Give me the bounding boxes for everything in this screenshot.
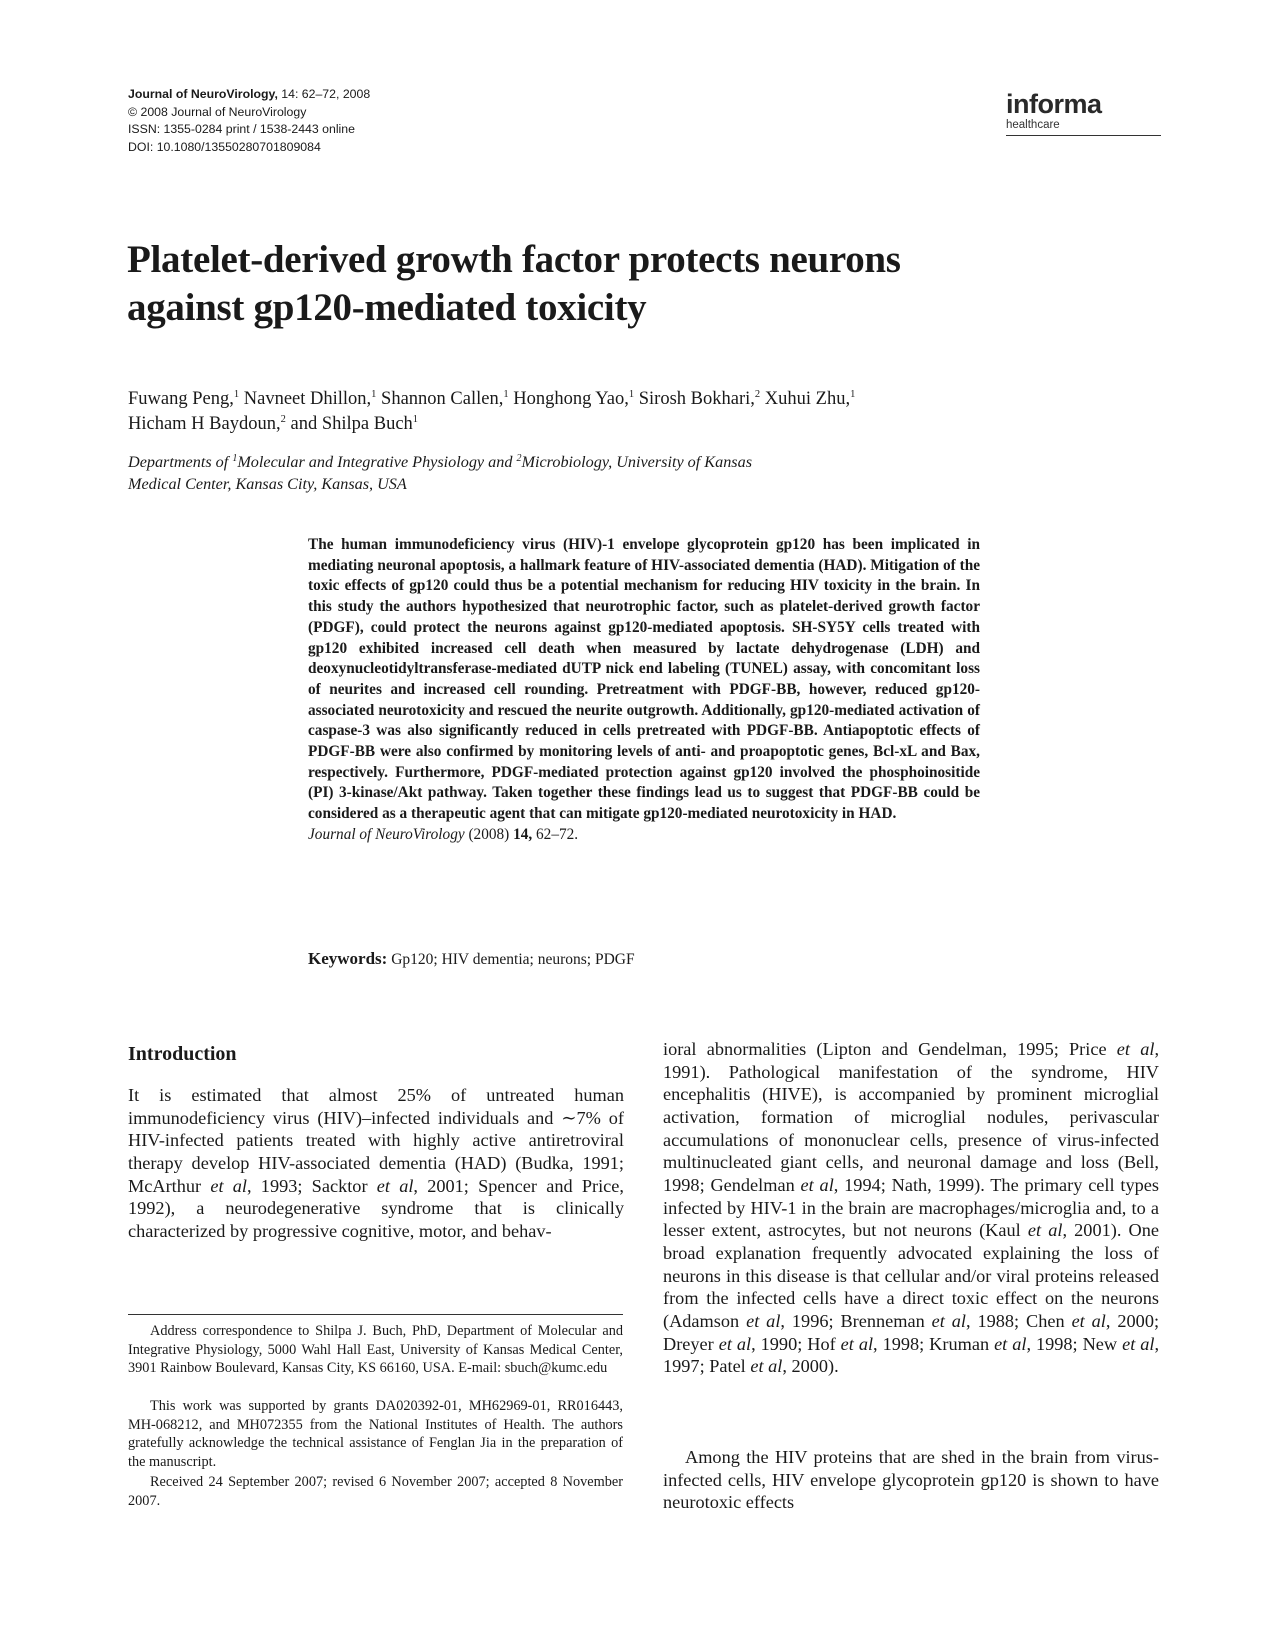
author-affiliation-marker: 2 — [280, 414, 286, 425]
title-line-1: Platelet-derived growth factor protects neurons — [127, 238, 901, 281]
footnote-grants: This work was supported by grants DA020392-01, MH62969-01, RR016443, MH-068212, and MH072355 from the National Institutes of Health. The authors gratefully acknowledge the technical assistance of Fenglan Jia in the preparation of the manuscript. — [128, 1398, 623, 1470]
publisher-sub: healthcare — [1006, 119, 1060, 131]
italic-text: et al — [718, 1333, 752, 1354]
affiliation-sup-1: 1 — [232, 453, 238, 464]
italic-text: et al — [750, 1356, 783, 1377]
affiliation-sup-2: 2 — [516, 453, 522, 464]
abstract-citation-pages: 62–72. — [532, 825, 579, 843]
footnote-dates: Received 24 September 2007; revised 6 November 2007; accepted 8 November 2007. — [128, 1474, 623, 1509]
author-name: Sirosh Bokhari, — [638, 389, 755, 409]
journal-copyright: © 2008 Journal of NeuroVirology — [128, 104, 307, 119]
author-name: Fuwang Peng, — [128, 389, 234, 409]
author — [128, 414, 286, 434]
journal-info — [128, 86, 370, 156]
publisher-logo — [1006, 90, 1161, 136]
affiliation-text-4: Medical Center, Kansas City, Kansas, USA — [128, 475, 407, 493]
author — [513, 389, 634, 409]
italic-text: et al — [840, 1333, 874, 1354]
author-affiliation-marker: 1 — [628, 389, 635, 400]
author — [765, 389, 856, 409]
author-prefix: and — [290, 414, 322, 434]
intro-paragraph-right-2: Among the HIV proteins that are shed in the brain from virus-infected cells, HIV envelope glycoprotein gp120 is shown to have neurotoxic effects — [663, 1447, 1159, 1513]
author — [290, 414, 418, 434]
abstract-text: The human immunodeficiency virus (HIV)-1 envelope glycoprotein gp120 has been implicated in mediating neuronal apoptosis, a hallmark feature of HIV-associated dementia (HAD). Mitigation of the toxic effects of gp120 could thus be a potential mechanism for reducing HIV toxicity in the brain. In this study the authors hypothesized that neurotrophic factor, such as platelet-derived growth factor (PDGF), could protect the neurons against gp120-mediated apoptosis. SH-SY5Y cells treated with gp120 exhibited increased cell death when measured by lactate dehydrogenase (LDH) and deoxynucleotidyltransferase-mediated dUTP nick end labeling (TUNEL) assay, with concomitant loss of neurites and increased cell rounding. Pretreatment with PDGF-BB, however, reduced gp120-associated neurotoxicity and rescued the neurite outgrowth. Additionally, gp120-mediated activation of caspase-3 was also significantly reduced in cells pretreated with PDGF-BB. Antiapoptotic effects of PDGF-BB were also confirmed by monitoring levels of anti- and proapoptotic genes, Bcl-xL and Bax, respectively. Furthermore, PDGF-mediated protection against gp120 involved the phosphoinositide (PI) 3-kinase/Akt pathway. Taken together these findings lead us to suggest that PDGF-BB could be considered as a therapeutic agent that can mitigate gp120-mediated neurotoxicity in HAD. — [308, 536, 980, 823]
title-line-2: against gp120-mediated toxicity — [127, 286, 647, 329]
journal-citation-line — [128, 86, 370, 104]
journal-name: Journal of NeuroVirology, — [128, 87, 278, 101]
author-affiliation-marker: 1 — [412, 414, 419, 425]
author-name: Xuhui Zhu, — [764, 389, 851, 409]
author — [639, 389, 760, 409]
author-name: Shilpa Buch — [321, 414, 413, 434]
intro-paragraph-left: It is estimated that almost 25% of untreated human immunodeficiency virus (HIV)–infected individuals and ∼7% of HIV-infected patients treated with highly active antiretroviral therapy develop HIV-associated dementia (HAD) (Budka, 1991; McArthur et al, 1993; Sacktor et al, 2001; Spencer and Price, 1992), a neurodegenerative syndrome that is clinically characterized by progressive cognitive, motor, and behav- — [128, 1085, 624, 1241]
italic-text: et al — [1071, 1310, 1106, 1331]
italic-text: et al — [210, 1175, 247, 1196]
author-affiliation-marker: 1 — [503, 389, 509, 400]
author-affiliation-marker: 1 — [233, 389, 240, 400]
author-affiliation-marker: 1 — [371, 389, 377, 400]
italic-text: et al — [376, 1175, 414, 1196]
publisher-brand: informa — [1006, 89, 1102, 119]
footnote-address-text: Address correspondence to Shilpa J. Buch, PhD, Department of Molecular and Integrative Physiology, 5000 Wahl Hall East, University of Kansas Medical Center, 3901 Rainbow Boulevard, Kansas City, KS 66160, USA. E-mail: — [128, 1323, 623, 1376]
footnote-address — [128, 1322, 623, 1378]
journal-citation: 14: 62–72, 2008 — [277, 87, 371, 101]
author — [244, 389, 377, 409]
abstract-citation-journal: Journal of NeuroVirology — [308, 825, 465, 843]
journal-doi: DOI: 10.1080/13550280701809084 — [128, 139, 321, 154]
italic-text: et al — [1116, 1039, 1155, 1059]
italic-text: et al — [1122, 1333, 1155, 1354]
author-affiliation-marker: 1 — [850, 389, 856, 400]
keywords — [308, 949, 988, 970]
abstract-citation-volume: 14, — [513, 825, 533, 843]
keywords-list: Gp120; HIV dementia; neurons; PDGF — [387, 951, 635, 968]
affiliations — [128, 451, 1028, 495]
author-name: Honghong Yao, — [513, 389, 629, 409]
author — [381, 389, 509, 409]
email-link[interactable]: sbuch@kumc.edu — [504, 1360, 608, 1376]
author-name: Navneet Dhillon, — [243, 389, 372, 409]
italic-text: et al — [800, 1174, 834, 1195]
italic-text: et al — [931, 1310, 966, 1331]
author-name: Shannon Callen, — [381, 389, 504, 409]
author-name: Hicham H Baydoun, — [128, 414, 281, 434]
italic-text: et al — [994, 1333, 1027, 1354]
italic-text: et al — [746, 1310, 781, 1331]
author-list — [128, 387, 1128, 437]
author-affiliation-marker: 2 — [754, 389, 761, 400]
affiliation-text-3: Microbiology, University of Kansas — [521, 453, 752, 471]
intro-paragraph-right-1: ioral abnormalities (Lipton and Gendelman, 1995; Price et al, 1991). Pathological manifestation of the syndrome, HIV encephalitis (HIVE), is accompanied by prominent microglial activation, formation of microglial nodules, perivascular accumulations of mononuclear cells, presence of virus-infected multinucleated giant cells, and neuronal damage and loss (Bell, 1998; Gendelman et al, 1994; Nath, 1999). The primary cell types infected by HIV-1 in the brain are macrophages/microglia and, to a lesser extent, astrocytes, but not neurons (Kaul et al, 2001). One broad explanation frequently advocated explaining the loss of neurons in this disease is that cellular and/or viral proteins released from the infected cells have a direct toxic effect on the neurons (Adamson et al, 1996; Brenneman et al, 1988; Chen et al, 2000; Dreyer et al, 1990; Hof et al, 1998; Kruman et al, 1998; New et al, 1997; Patel et al, 2000). — [663, 1039, 1160, 1377]
abstract-citation-year: (2008) — [464, 825, 514, 843]
affiliation-text-1: Departments of — [128, 453, 233, 471]
italic-text: et al — [1027, 1220, 1063, 1241]
keywords-label: Keywords: — [308, 949, 388, 968]
article-title — [127, 236, 1127, 332]
footnote-divider — [128, 1314, 623, 1315]
affiliation-text-2: Molecular and Integrative Physiology and — [237, 453, 517, 471]
journal-issn: ISSN: 1355-0284 print / 1538-2443 online — [128, 122, 355, 136]
publisher-rule — [1006, 135, 1161, 136]
section-heading-introduction: Introduction — [128, 1043, 237, 1065]
author — [128, 389, 239, 409]
abstract — [308, 535, 980, 846]
